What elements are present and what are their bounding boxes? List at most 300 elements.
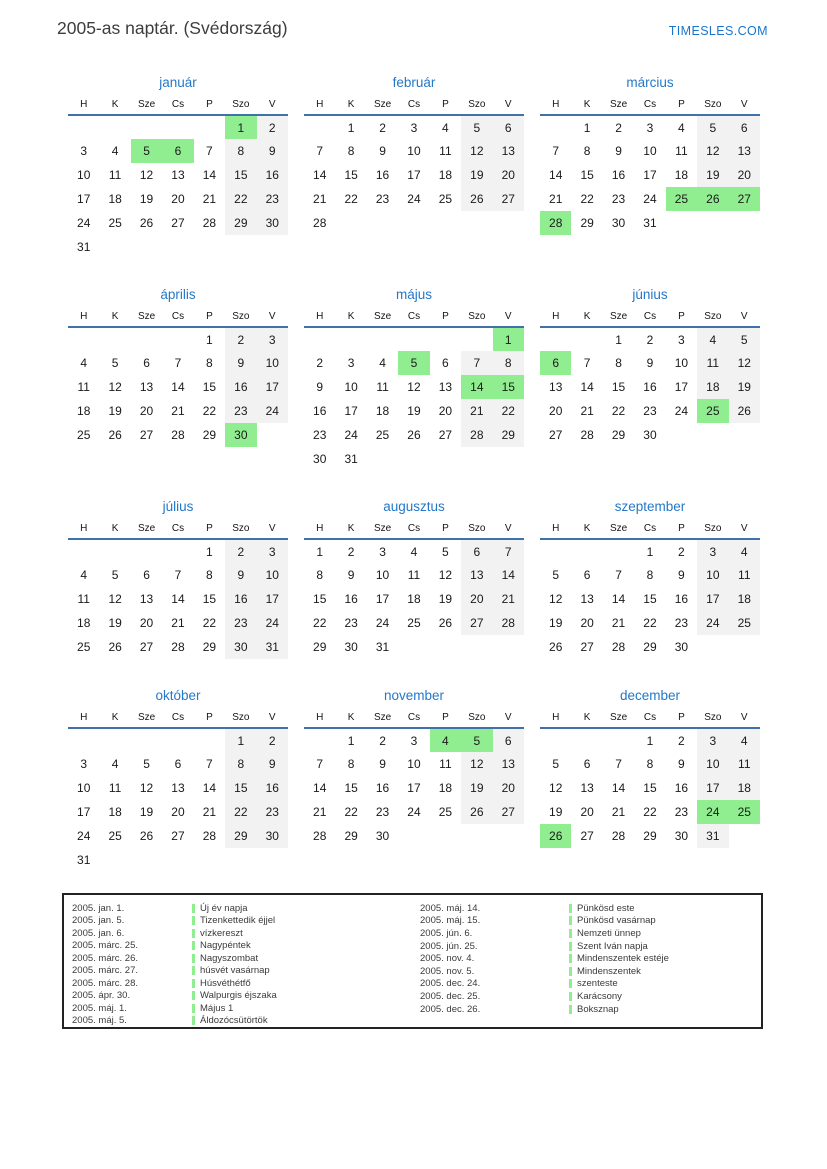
weekday-header: H [68,307,99,327]
week-row [68,800,288,824]
weekday-header: Cs [634,519,665,539]
weekday-header: H [68,708,99,728]
day-cell: 15 [643,781,657,795]
weekday-header-row [540,708,760,728]
day-cell: 23 [225,611,256,635]
day-cell: 10 [344,380,358,394]
brand-link[interactable]: TIMESLES.COM [668,24,768,38]
weekday-header: V [493,519,524,539]
day-cell: 2 [678,733,685,748]
week-row [304,728,524,752]
empty-cell [540,115,571,139]
weekday-header: Cs [398,95,429,115]
weekday-header: Szo [225,307,256,327]
month-title[interactable]: március [626,75,674,90]
empty-cell [194,115,225,139]
day-cell: 8 [347,144,355,158]
day-cell: 30 [375,829,390,843]
weekday-header: Szo [461,95,492,115]
day-cell: 20 [549,404,563,418]
day-cell: 28 [540,211,571,235]
day-cell: 6 [143,568,150,582]
empty-cell [68,327,99,351]
weekday-header: Sze [131,95,162,115]
weekday-header: Sze [131,708,162,728]
day-cell: 14 [171,592,185,606]
weekday-header: V [257,708,288,728]
day-cell: 4 [697,327,728,351]
month-title[interactable]: július [162,499,194,514]
week-row [68,776,288,800]
day-cell: 23 [674,805,689,819]
day-cell: 17 [375,592,390,606]
day-cell: 30 [225,635,256,659]
day-cell: 17 [77,192,91,206]
month-title[interactable]: június [632,287,668,302]
day-cell: 17 [344,404,358,418]
week-row [540,115,760,139]
day-cell: 20 [493,163,524,187]
month-table [304,307,524,471]
day-cell: 23 [313,428,327,442]
empty-cell [162,235,193,259]
day-cell: 28 [580,428,594,442]
weekday-header: Szo [461,307,492,327]
day-cell: 24 [697,800,728,824]
weekday-header: Szo [697,519,728,539]
day-cell: 5 [552,568,560,582]
day-cell: 25 [438,805,453,819]
empty-cell [162,848,193,872]
holiday-marker-icon [192,904,195,913]
week-row [68,752,288,776]
week-row [540,139,760,163]
weekday-header-row [304,519,524,539]
day-cell: 13 [438,380,453,394]
day-cell: 6 [583,568,591,582]
day-cell: 15 [611,380,626,394]
day-cell: 2 [379,120,386,135]
empty-cell [666,423,697,447]
day-cell: 10 [407,757,421,771]
week-row [304,399,524,423]
holiday-name: Új év napja [200,902,248,914]
month-table [68,519,288,659]
day-cell: 10 [697,563,728,587]
empty-cell [99,539,130,563]
empty-cell [367,327,398,351]
holiday-marker-icon [569,967,572,976]
day-cell: 26 [461,800,492,824]
legend-row [72,952,420,965]
weekday-header: Sze [367,708,398,728]
day-cell: 1 [225,115,256,139]
day-cell: 30 [225,423,256,447]
weekday-header: Sze [603,519,634,539]
day-cell: 21 [313,192,327,206]
day-cell: 12 [108,592,122,606]
week-row [540,635,760,659]
week-row [540,824,760,848]
day-cell: 9 [225,351,256,375]
weekday-header: V [257,519,288,539]
week-row [304,563,524,587]
week-row [68,563,288,587]
day-cell: 14 [611,781,626,795]
day-cell: 20 [580,616,594,630]
empty-cell [697,423,728,447]
day-cell: 26 [407,428,421,442]
weekday-header-row [304,307,524,327]
month-table [540,708,760,848]
day-cell: 21 [461,399,492,423]
day-cell: 12 [729,351,760,375]
day-cell: 10 [643,144,657,158]
day-cell: 10 [257,351,288,375]
day-cell: 18 [729,776,760,800]
day-cell: 30 [344,640,358,654]
month-title[interactable]: május [395,287,432,302]
weekday-header: K [99,307,130,327]
empty-cell [99,235,130,259]
day-cell: 6 [174,757,182,771]
week-row [540,327,760,351]
day-cell: 7 [615,568,622,582]
day-cell: 6 [540,351,571,375]
week-row [304,163,524,187]
day-cell: 4 [410,544,418,559]
day-cell: 4 [442,120,449,135]
day-cell: 8 [206,568,213,582]
week-row [540,187,760,211]
weekday-header: P [194,519,225,539]
day-cell: 11 [729,752,760,776]
day-cell: 1 [646,733,654,748]
day-cell: 2 [347,544,355,559]
day-cell: 12 [697,139,728,163]
month-title[interactable]: szeptember [614,499,686,514]
legend-row [72,927,420,940]
week-row [68,848,288,872]
empty-cell [603,728,634,752]
day-cell: 10 [257,563,288,587]
day-cell: 10 [77,168,91,182]
day-cell: 11 [376,380,389,394]
day-cell: 8 [206,356,213,370]
week-row [304,539,524,563]
day-cell: 3 [646,120,654,135]
weekday-header: Cs [162,95,193,115]
empty-cell [162,539,193,563]
day-cell: 21 [611,616,626,630]
day-cell: 5 [143,757,150,771]
day-cell: 26 [139,216,154,230]
empty-cell [540,728,571,752]
day-cell: 8 [583,144,591,158]
day-cell: 9 [379,144,386,158]
week-row [68,115,288,139]
day-cell: 1 [206,332,213,347]
month-title[interactable]: december [619,688,681,703]
day-cell: 28 [202,216,217,230]
day-cell: 24 [257,611,288,635]
holiday-marker-icon [569,904,572,913]
day-cell: 19 [729,375,760,399]
day-cell: 26 [697,187,728,211]
empty-cell [131,235,162,259]
weekday-header: K [335,307,366,327]
day-cell: 1 [225,728,256,752]
day-cell: 31 [375,640,390,654]
holiday-marker-icon [192,979,195,988]
day-cell: 26 [438,616,453,630]
day-cell: 15 [202,380,217,394]
day-cell: 22 [202,616,217,630]
day-cell: 18 [108,192,122,206]
day-cell: 7 [552,144,560,158]
day-cell: 5 [697,115,728,139]
day-cell: 12 [139,168,154,182]
day-cell: 6 [583,757,591,771]
day-cell: 16 [257,776,288,800]
day-cell: 11 [439,144,452,158]
empty-cell [194,848,225,872]
weekday-header: Szo [225,519,256,539]
day-cell: 4 [379,356,386,370]
holiday-date: 2005. márc. 28. [72,977,139,989]
month-title[interactable]: augusztus [383,499,445,514]
day-cell: 19 [549,616,563,630]
day-cell: 25 [666,187,697,211]
month-table [540,307,760,447]
day-cell: 11 [108,781,122,795]
empty-cell [430,635,461,659]
day-cell: 20 [139,616,154,630]
holiday-name: vízkereszt [200,927,243,939]
day-cell: 27 [549,428,563,442]
day-cell: 8 [615,356,622,370]
day-cell: 30 [257,211,288,235]
day-cell: 17 [77,805,91,819]
month-title[interactable]: január [159,75,197,90]
holiday-date: 2005. ápr. 30. [72,990,131,1002]
day-cell: 5 [461,115,492,139]
day-cell: 29 [225,824,256,848]
day-cell: 15 [225,163,256,187]
day-cell: 16 [225,587,256,611]
day-cell: 25 [108,216,122,230]
week-row [68,824,288,848]
month-table [68,95,288,259]
day-cell: 21 [611,805,626,819]
weekday-header: K [335,708,366,728]
day-cell: 29 [225,211,256,235]
day-cell: 22 [643,616,657,630]
day-cell: 13 [493,752,524,776]
week-row [304,752,524,776]
day-cell: 11 [697,351,728,375]
holiday-date: 2005. nov. 5. [420,965,475,977]
holiday-name: Mindenszentek estéje [577,953,669,965]
day-cell: 31 [77,240,91,254]
day-cell: 23 [257,800,288,824]
day-cell: 25 [375,428,390,442]
week-row [68,728,288,752]
empty-cell [225,235,256,259]
day-cell: 4 [729,539,760,563]
day-cell: 14 [171,380,185,394]
week-row [304,327,524,351]
month-title[interactable]: november [383,688,445,703]
month-block-2 [304,73,524,285]
holiday-date: 2005. dec. 24. [420,978,481,990]
empty-cell [304,115,335,139]
day-cell: 9 [257,139,288,163]
weekday-header: K [571,307,602,327]
day-cell: 26 [540,824,571,848]
day-cell: 16 [313,404,327,418]
day-cell: 9 [615,144,622,158]
day-cell: 10 [77,781,91,795]
legend-column [420,902,669,1027]
day-cell: 13 [139,592,154,606]
legend-row [420,915,669,928]
holiday-name: Húsvéthétfő [200,977,251,989]
day-cell: 17 [257,375,288,399]
day-cell: 8 [316,568,324,582]
week-row [540,752,760,776]
day-cell: 3 [410,733,418,748]
weekday-header: V [257,307,288,327]
week-row [68,423,288,447]
day-cell: 27 [139,428,154,442]
week-row [68,139,288,163]
empty-cell [729,824,760,848]
holiday-date: 2005. márc. 25. [72,940,139,952]
week-row [304,423,524,447]
day-cell: 26 [461,187,492,211]
empty-cell [493,635,524,659]
day-cell: 15 [643,592,657,606]
day-cell: 10 [697,752,728,776]
day-cell: 2 [678,544,685,559]
day-cell: 2 [646,332,654,347]
holiday-date: 2005. jan. 6. [72,927,125,939]
week-row [68,235,288,259]
day-cell: 19 [461,163,492,187]
weekday-header: Szo [697,95,728,115]
holiday-date: 2005. máj. 15. [420,915,481,927]
holiday-marker-icon [569,1005,572,1014]
calendar-grid [68,73,760,872]
day-cell: 14 [461,375,492,399]
weekday-header: Szo [225,708,256,728]
week-row [68,399,288,423]
day-cell: 24 [77,829,91,843]
week-row [540,211,760,235]
day-cell: 1 [493,327,524,351]
weekday-header: H [540,708,571,728]
day-cell: 18 [674,168,689,182]
day-cell: 28 [461,423,492,447]
day-cell: 5 [729,327,760,351]
day-cell: 1 [646,544,654,559]
legend-row [72,915,420,928]
empty-cell [99,115,130,139]
week-row [304,800,524,824]
day-cell: 29 [493,423,524,447]
day-cell: 23 [225,399,256,423]
week-row [68,327,288,351]
day-cell: 9 [379,757,386,771]
day-cell: 17 [674,380,689,394]
weekday-header: V [493,307,524,327]
day-cell: 15 [344,781,358,795]
day-cell: 8 [493,351,524,375]
day-cell: 18 [729,587,760,611]
day-cell: 14 [313,781,327,795]
day-cell: 22 [611,404,626,418]
legend-row [420,990,669,1003]
day-cell: 2 [225,539,256,563]
day-cell: 2 [379,733,386,748]
day-cell: 15 [313,592,327,606]
holiday-marker-icon [569,992,572,1001]
day-cell: 3 [80,144,88,158]
holiday-name: húsvét vasárnap [200,965,270,977]
weekday-header: Sze [367,95,398,115]
week-row [304,211,524,235]
day-cell: 16 [257,163,288,187]
holiday-date: 2005. máj. 14. [420,902,481,914]
empty-cell [304,327,335,351]
week-row [540,423,760,447]
day-cell: 23 [257,187,288,211]
month-title[interactable]: február [392,75,436,90]
weekday-header: H [304,95,335,115]
day-cell: 28 [611,829,626,843]
day-cell: 27 [580,829,594,843]
day-cell: 13 [580,592,594,606]
day-cell: 7 [206,144,213,158]
month-title[interactable]: október [155,688,201,703]
day-cell: 12 [549,592,563,606]
day-cell: 3 [347,356,355,370]
day-cell: 26 [108,428,122,442]
week-row [540,728,760,752]
empty-cell [68,539,99,563]
holiday-date: 2005. jún. 6. [420,927,473,939]
day-cell: 19 [461,776,492,800]
weekday-header: P [430,307,461,327]
empty-cell [335,327,366,351]
weekday-header: Cs [162,307,193,327]
month-title[interactable]: április [160,287,196,302]
week-row [304,139,524,163]
empty-cell [461,824,492,848]
holiday-date: 2005. nov. 4. [420,953,475,965]
holiday-date: 2005. dec. 26. [420,1003,481,1015]
day-cell: 27 [171,829,185,843]
holiday-date: 2005. jan. 5. [72,915,125,927]
holiday-marker-icon [569,979,572,988]
day-cell: 13 [461,563,492,587]
empty-cell [571,728,602,752]
legend-row [420,965,669,978]
day-cell: 1 [583,120,591,135]
week-row [304,187,524,211]
day-cell: 8 [646,757,654,771]
